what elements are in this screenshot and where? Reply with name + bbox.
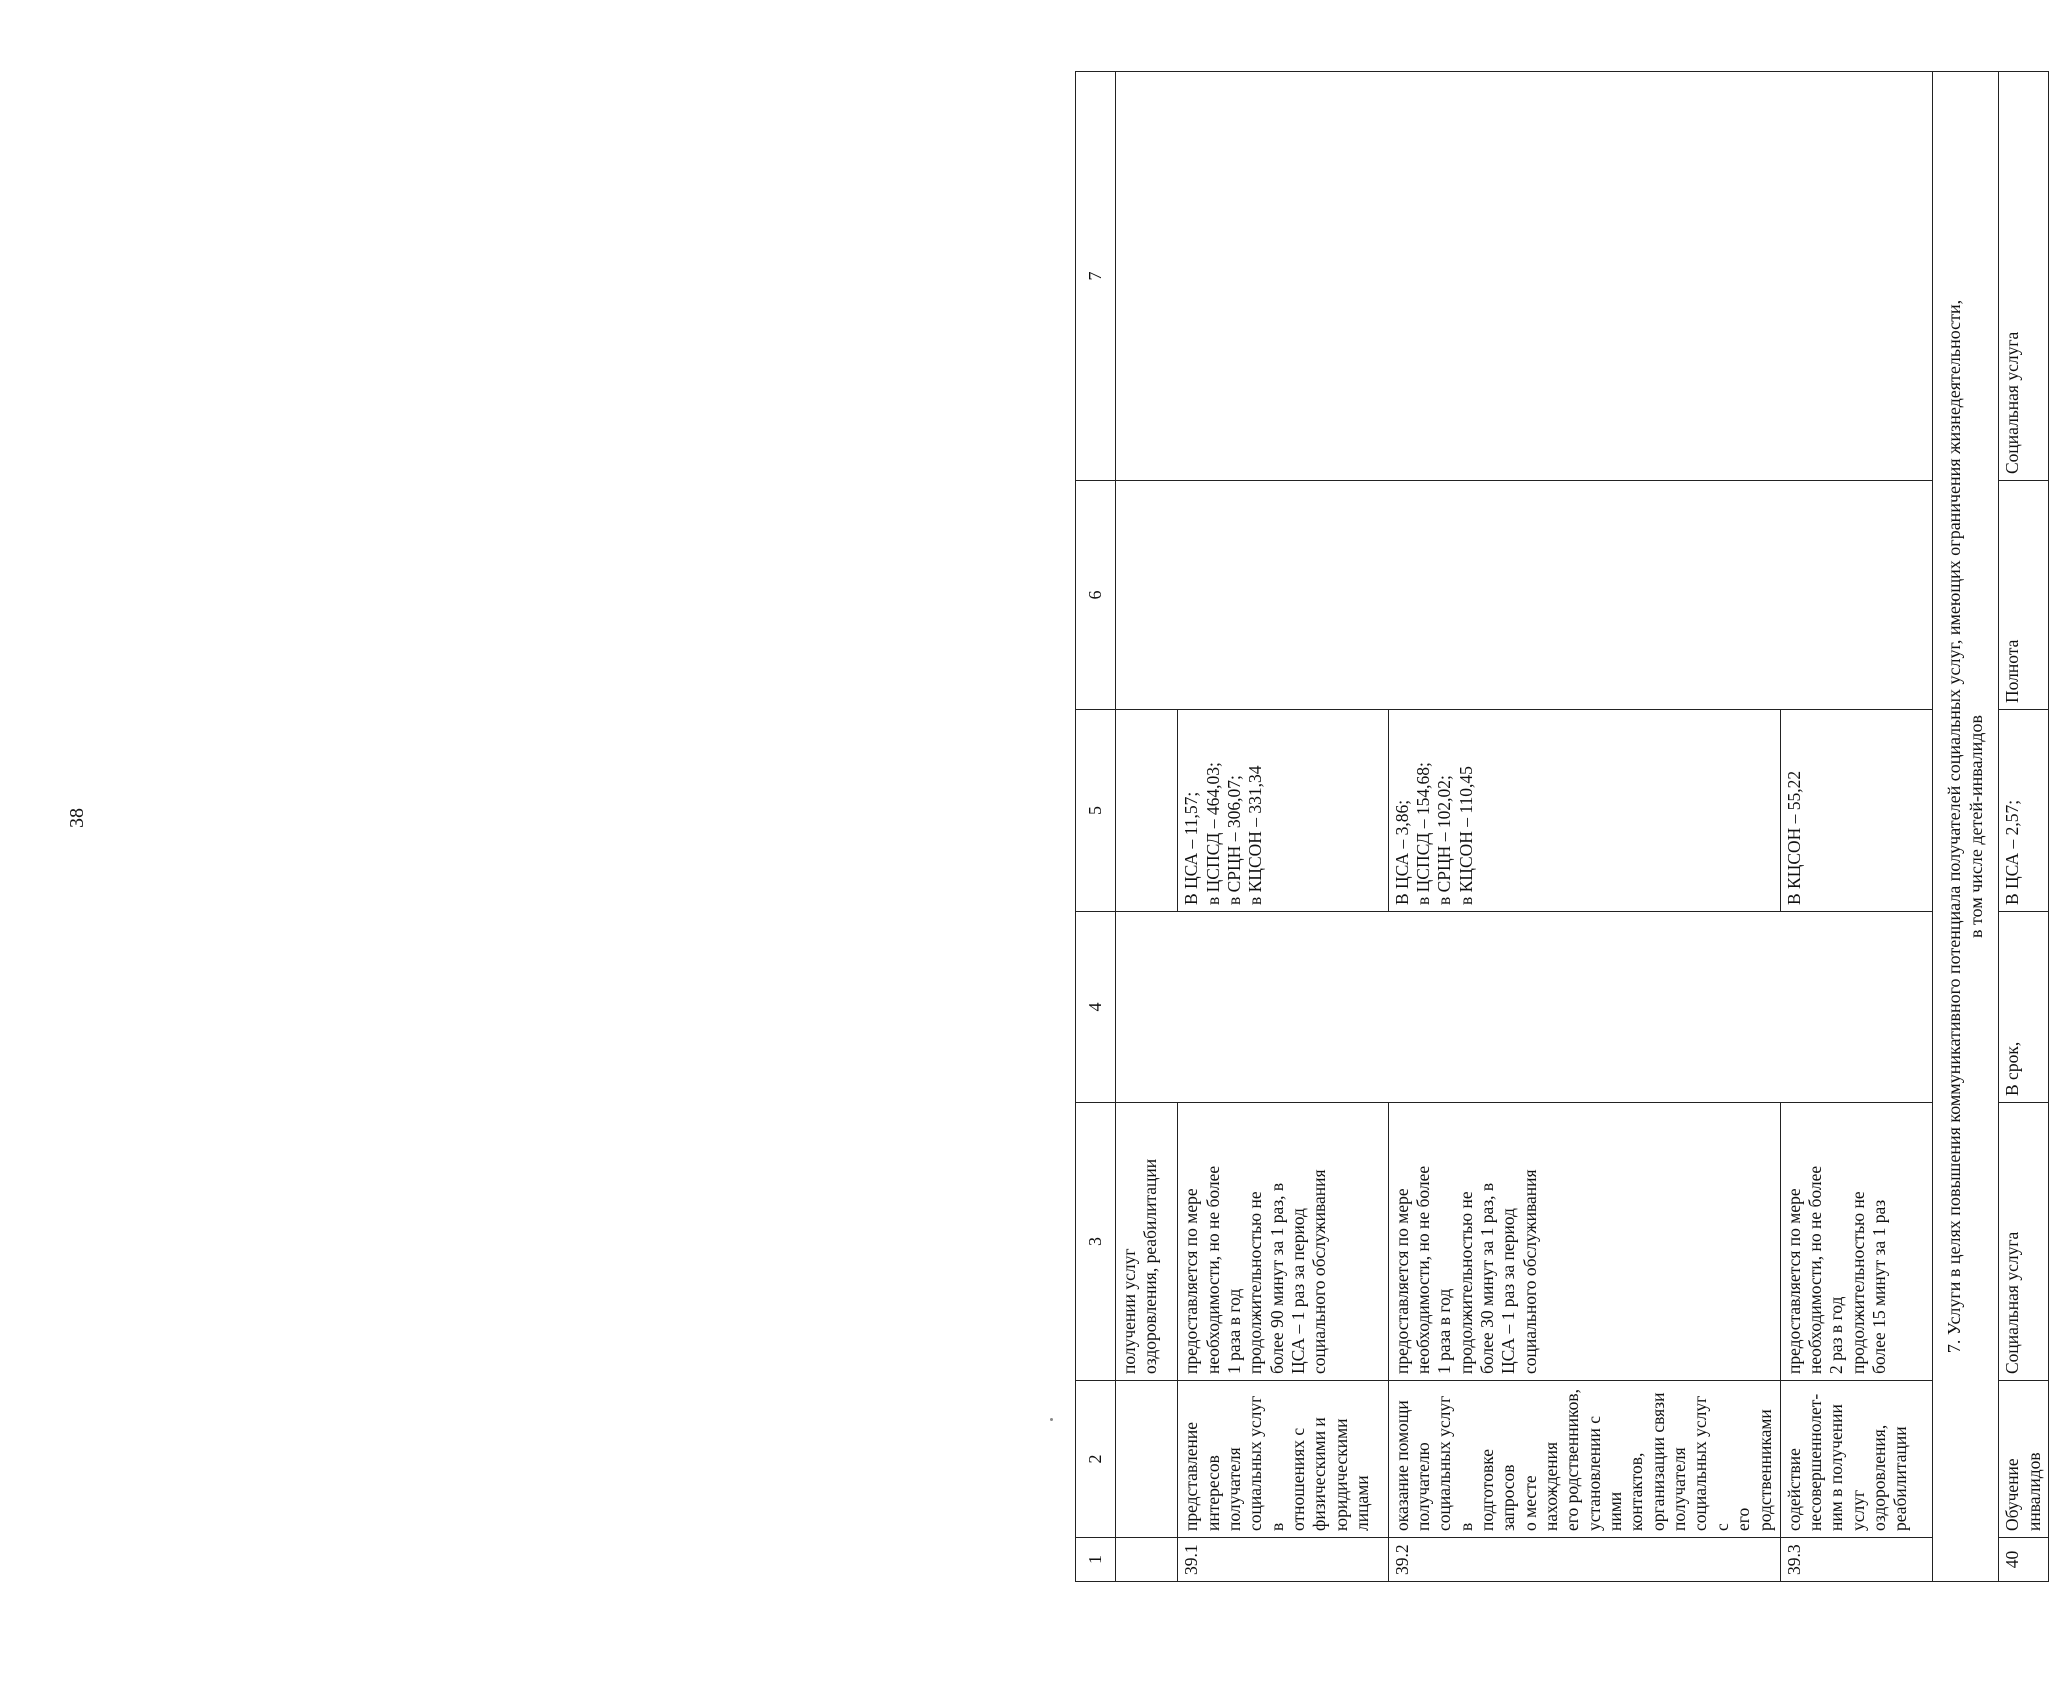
service-name-line: его родственников, bbox=[1562, 1389, 1583, 1531]
service-name-line: физическими и bbox=[1309, 1417, 1330, 1531]
tariff-cell bbox=[1780, 710, 1932, 912]
service-name-line: социальных услуг в bbox=[1434, 1395, 1476, 1531]
service-name-cell bbox=[1178, 1381, 1388, 1538]
requirement-line: необходимости, но не более bbox=[1202, 1165, 1223, 1374]
page-number: 38 bbox=[66, 808, 88, 828]
tariff-line: В ЦСА – 11,57; bbox=[1181, 791, 1202, 905]
quality-cell: Полнота bbox=[1999, 481, 2049, 710]
tariff-line: в СРЦН – 102,02; bbox=[1434, 775, 1455, 905]
tariff-cell: В ЦСА – 2,57; bbox=[1999, 710, 2049, 912]
row-number: 39.3 bbox=[1780, 1538, 1932, 1582]
service-name-line: ним в получении bbox=[1826, 1404, 1847, 1531]
tariff-line: в ЦСПСД – 464,03; bbox=[1202, 762, 1223, 905]
requirement-line: более 90 минут за 1 раз, в bbox=[1266, 1182, 1287, 1374]
service-name-line: социальных услуг с bbox=[1690, 1395, 1732, 1531]
requirement-line: необходимости, но не более bbox=[1805, 1165, 1826, 1374]
requirement-cell bbox=[1388, 1103, 1780, 1381]
section-heading-line: в том числе детей-инвалидов bbox=[1965, 715, 1986, 938]
tariff-cell bbox=[1388, 710, 1780, 912]
rotated-page-content bbox=[1075, 72, 2049, 1582]
tariff-cell bbox=[1178, 710, 1388, 912]
services-table bbox=[1075, 71, 2049, 1582]
continuation-row bbox=[1116, 72, 1178, 1582]
tariff-cell bbox=[1116, 710, 1178, 912]
column-header: 7 bbox=[1076, 72, 1116, 481]
service-name-line: интересов bbox=[1202, 1455, 1223, 1531]
requirement-line: продолжительностью не bbox=[1455, 1191, 1476, 1374]
requirement-line: ЦСА – 1 раз за период bbox=[1287, 1208, 1308, 1374]
column-header: 5 bbox=[1076, 710, 1116, 912]
quality-cell bbox=[1116, 481, 1933, 710]
requirement-line: необходимости, но не более bbox=[1413, 1165, 1433, 1374]
row-number: 39.1 bbox=[1178, 1538, 1388, 1582]
service-name-line: несовершеннолет- bbox=[1805, 1393, 1826, 1531]
column-number-row bbox=[1076, 72, 1116, 1582]
service-name-line: его родственниками bbox=[1733, 1409, 1775, 1531]
tariff-line: В ЦСА – 3,86; bbox=[1391, 799, 1412, 905]
requirement-line: 1 раза в год bbox=[1434, 1288, 1455, 1374]
service-name-line: получателя bbox=[1669, 1447, 1690, 1531]
service-name-line: услуг оздоровления, bbox=[1847, 1424, 1890, 1531]
service-name-line: содействие bbox=[1783, 1448, 1804, 1531]
tariff-line: в ЦСПСД – 154,68; bbox=[1413, 762, 1433, 905]
term-cell bbox=[1116, 912, 1933, 1103]
requirement-line: ЦСА – 1 раз за период bbox=[1498, 1208, 1519, 1374]
requirement-line: получении услуг bbox=[1119, 1248, 1140, 1374]
service-name-line: представление bbox=[1181, 1422, 1202, 1531]
requirement-line: 2 раз в год bbox=[1826, 1296, 1847, 1374]
requirement-cell: Социальная услуга bbox=[1999, 1103, 2049, 1381]
service-name-line: отношениях с bbox=[1287, 1427, 1308, 1531]
requirement-line: 1 раза в год bbox=[1223, 1288, 1244, 1374]
service-name-line: контактов, bbox=[1626, 1452, 1647, 1531]
requirement-line: предоставляется по мере bbox=[1391, 1188, 1412, 1374]
section-heading-line: 7. Услуги в целях повышения коммуникативного потенциала получателей социальных услуг, имеющих ограничения жизнедеятельности, bbox=[1943, 299, 1964, 1354]
column-header: 2 bbox=[1076, 1381, 1116, 1538]
service-name-line: подготовке запросов bbox=[1477, 1448, 1519, 1531]
tariff-line: в СРЦН – 306,07; bbox=[1223, 775, 1244, 905]
conditions-cell bbox=[1116, 72, 1933, 481]
row-number: 40 bbox=[1999, 1538, 2049, 1582]
column-header: 6 bbox=[1076, 481, 1116, 710]
service-name-line: установлении с ними bbox=[1583, 1415, 1626, 1531]
num-cell bbox=[1116, 1538, 1178, 1582]
service-name-line: получателя bbox=[1223, 1447, 1244, 1531]
requirement-line: более 30 минут за 1 раз, в bbox=[1477, 1182, 1498, 1374]
service-name-cell bbox=[1388, 1381, 1780, 1538]
service-name-cell: Обучение инвалидов bbox=[1999, 1381, 2049, 1538]
requirement-line: предоставляется по мере bbox=[1783, 1188, 1804, 1374]
tariff-line: В КЦСОН – 55,22 bbox=[1783, 770, 1804, 905]
requirement-line: предоставляется по мере bbox=[1181, 1188, 1202, 1374]
column-header: 4 bbox=[1076, 912, 1116, 1103]
table-row bbox=[1999, 72, 2049, 1582]
service-name-line: лицами bbox=[1351, 1475, 1372, 1531]
section-row bbox=[1933, 72, 1999, 1582]
requirement-line: оздоровления, реабилитации bbox=[1140, 1158, 1161, 1374]
service-name-line: реабилитации bbox=[1890, 1426, 1911, 1531]
requirement-line: социального обслуживания bbox=[1519, 1169, 1540, 1374]
row-number: 39.2 bbox=[1388, 1538, 1780, 1582]
service-name-line: социальных услуг в bbox=[1245, 1395, 1287, 1531]
column-header: 1 bbox=[1076, 1538, 1116, 1582]
requirement-line: более 15 минут за 1 раз bbox=[1869, 1199, 1890, 1374]
name-cell bbox=[1116, 1381, 1178, 1538]
requirement-line: продолжительностью не bbox=[1847, 1191, 1868, 1374]
requirement-cell bbox=[1178, 1103, 1388, 1381]
section-heading bbox=[1933, 72, 1999, 1582]
tariff-line: в КЦСОН – 110,45 bbox=[1455, 766, 1476, 905]
service-name-line: о месте нахождения bbox=[1519, 1441, 1562, 1531]
conditions-cell: Социальная услуга bbox=[1999, 72, 2049, 481]
requirement-line: социального обслуживания bbox=[1309, 1169, 1330, 1374]
requirement-cell bbox=[1116, 1103, 1178, 1381]
requirement-cell bbox=[1780, 1103, 1932, 1381]
service-name-line: организации связи bbox=[1647, 1392, 1668, 1531]
service-name-cell bbox=[1780, 1381, 1932, 1538]
tariff-line: в КЦСОН – 331,34 bbox=[1245, 765, 1266, 905]
service-name-line: юридическими bbox=[1330, 1418, 1351, 1531]
requirement-line: продолжительностью не bbox=[1245, 1191, 1266, 1374]
scan-speck bbox=[1050, 1418, 1053, 1421]
service-name-line: получателю bbox=[1413, 1442, 1433, 1531]
column-header: 3 bbox=[1076, 1103, 1116, 1381]
term-cell: В срок, bbox=[1999, 912, 2049, 1103]
service-name-line: оказание помощи bbox=[1391, 1400, 1412, 1531]
